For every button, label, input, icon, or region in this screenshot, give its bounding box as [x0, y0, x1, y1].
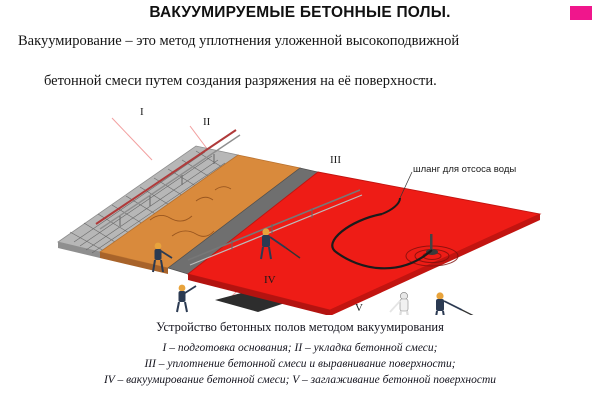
intro-line-2: бетонной смеси путем создания разряжения на её поверхности.: [44, 73, 437, 89]
worker-figure: [390, 292, 409, 315]
stage-label-v: V: [355, 302, 363, 314]
title-badge: [570, 6, 592, 20]
caption-main: Устройство бетонных полов методом вакуумирования: [156, 320, 444, 334]
hose-label: шланг для отсоса воды: [413, 164, 517, 175]
caption-line-2: III – уплотнение бетонной смеси и выравнивание поверхности;: [144, 358, 456, 370]
stage-label-i: I: [140, 106, 144, 118]
worker-figure: [177, 285, 196, 312]
intro-paragraph: [14, 28, 590, 94]
page-title: ВАКУУМИРУЕМЫЕ БЕТОННЫЕ ПОЛЫ.: [149, 4, 451, 21]
caption-line-1: I – подготовка основания; II – укладка бетонной смеси;: [162, 342, 438, 354]
worker-figure: [435, 292, 478, 315]
stage-label-iii: III: [330, 154, 341, 166]
diagram-svg: [0, 100, 600, 315]
stage-label-ii: II: [203, 116, 211, 128]
caption-line-3: IV – вакуумирование бетонной смеси; V – заглаживание бетонной поверхности: [103, 374, 497, 386]
stage-label-iv: IV: [264, 274, 276, 286]
diagram-caption: [0, 320, 600, 388]
diagram-illustration: [0, 100, 600, 315]
intro-line-1: Вакуумирование – это метод уплотнения уложенной высокоподвижной: [18, 33, 460, 49]
